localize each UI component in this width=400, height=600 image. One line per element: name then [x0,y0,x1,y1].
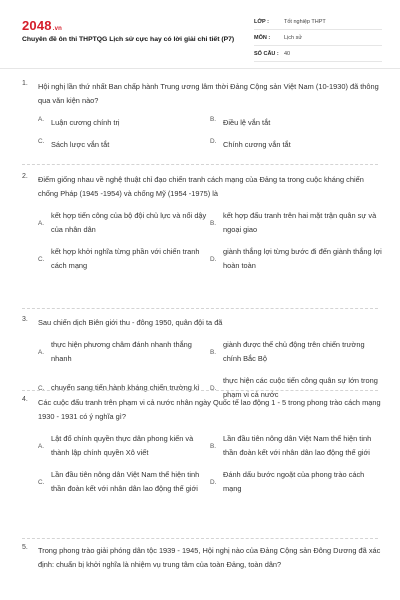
meta-key: SỐ CÂU : [254,50,279,57]
option-d[interactable] [210,138,382,152]
question-text: Các cuộc đấu tranh trên phạm vi cả nước nhân ngày Quốc tế lao động 1 - 5 trong phong trào cách mạng 1930 - 1931 có ý nghĩa gì? [38,398,381,421]
question-2 [22,173,382,281]
option-text: kết hợp tiến công của bộ đội chủ lực và nổi dậy của nhân dân [51,211,207,234]
meta-key: LỚP : [254,18,269,25]
option-b[interactable] [210,209,382,237]
option-text: giành được thế chủ động trên chiến trường chính Bắc Bộ [223,340,365,363]
meta-key: MÔN : [254,34,271,41]
options [38,209,382,281]
option-letter: D. [210,255,217,263]
question-text: Hội nghị lần thứ nhất Ban chấp hành Trung ương lâm thời Đảng Cộng sản Việt Nam (10-1930) đã thông qua văn kiện nào? [38,82,379,105]
option-b[interactable] [210,432,382,460]
option-letter: C. [38,138,45,145]
question-5 [22,544,382,572]
option-text: Điều lệ vắn tắt [223,118,271,127]
option-letter: B. [210,442,217,450]
option-b[interactable] [210,116,382,130]
option-a[interactable] [38,432,210,460]
option-letter: A. [38,348,45,356]
option-letter: C. [38,255,45,263]
option-a[interactable] [38,338,210,366]
option-letter: A. [38,219,45,227]
option-b[interactable] [210,338,382,366]
divider [22,164,378,165]
meta-row-class [254,14,382,30]
option-letter: C. [38,384,45,392]
option-letter: D. [210,138,217,145]
divider [22,538,378,539]
options [38,432,382,504]
option-letter: B. [210,116,217,123]
divider [22,308,378,309]
site-logo[interactable] [22,18,62,33]
question-number: 3. [22,316,28,323]
option-c[interactable] [38,468,210,496]
question-text: Điểm giống nhau về nghệ thuật chỉ đạo chiến tranh cách mạng của Đảng ta trong cuộc kháng chiến chống Pháp (1945 -1954) và chống Mỹ (1954 -1975) là [38,175,364,198]
meta-row-subject [254,30,382,46]
option-text: kết hợp khởi nghĩa từng phần với chiến tranh cách mạng [51,247,200,270]
question-1 [22,80,382,160]
option-letter: B. [210,348,217,356]
option-text: Luận cương chính trị [51,118,120,127]
question-number: 4. [22,396,28,403]
question-number: 2. [22,173,28,180]
option-text: Lật đổ chính quyền thực dân phong kiến và thành lập chính quyền Xô viết [51,434,194,457]
option-text: Lần đầu tiên nông dân Việt Nam thể hiện tinh thần đoàn kết với nhân dân lao động thế giới [223,434,372,457]
question-number: 1. [22,80,28,87]
options [38,116,382,160]
option-text: Lần đầu tiên nông dân Việt Nam thể hiện tinh thần đoàn kết với nhân dân lao động thế giới [51,470,200,493]
divider [22,390,378,391]
option-d[interactable] [210,468,382,496]
option-a[interactable] [38,116,210,130]
logo-text: 2048 [22,18,52,33]
option-letter: A. [38,116,45,123]
meta-value: 40 [284,50,291,57]
option-text: chuyển sang tiến hành kháng chiến trường kì [51,383,200,392]
option-c[interactable] [38,245,210,273]
option-letter: A. [38,442,45,450]
option-text: Sách lược vắn tắt [51,140,110,149]
question-number: 5. [22,544,28,551]
question-text: Trong phong trào giải phóng dân tộc 1939 - 1945, Hội nghị nào của Đảng Cộng sản Đông Dương đã xác định: chuẩn bị khởi nghĩa là nhiệm vụ trung tâm của toàn Đảng, toàn dân? [38,546,381,569]
option-letter: C. [38,478,45,486]
option-a[interactable] [38,209,210,237]
meta-row-question-count [254,46,382,62]
option-text: Chính cương vắn tắt [223,140,291,149]
question-4 [22,396,382,504]
option-text: thực hiện phương châm đánh nhanh thắng nhanh [51,340,192,363]
option-d[interactable] [210,245,382,273]
meta-value[interactable]: Tốt nghiệp THPT [284,18,326,25]
logo-suffix: .vn [52,26,63,32]
option-text: giành thắng lợi từng bước đi đến giành thắng lợi hoàn toàn [223,247,382,270]
document-title: Chuyên đề ôn thi THPTQG Lịch sử cực hay có lời giải chi tiết (P7) [22,36,235,43]
option-letter: D. [210,478,217,486]
option-letter: B. [210,219,217,227]
option-letter: D. [210,384,217,392]
option-text: kết hợp đấu tranh trên hai mặt trận quân sự và ngoại giao [223,211,377,234]
meta-value[interactable]: Lịch sử [284,34,303,41]
option-text: thực hiện các cuộc tiến công quân sự lớn trong phạm vi cả nước [223,376,378,399]
meta-table [254,14,382,62]
option-text: Đánh dấu bước ngoặt của phong trào cách mạng [223,470,365,493]
page-header [0,0,400,69]
option-c[interactable] [38,138,210,152]
question-text: Sau chiến dịch Biên giới thu - đông 1950, quân đội ta đã [38,318,223,327]
